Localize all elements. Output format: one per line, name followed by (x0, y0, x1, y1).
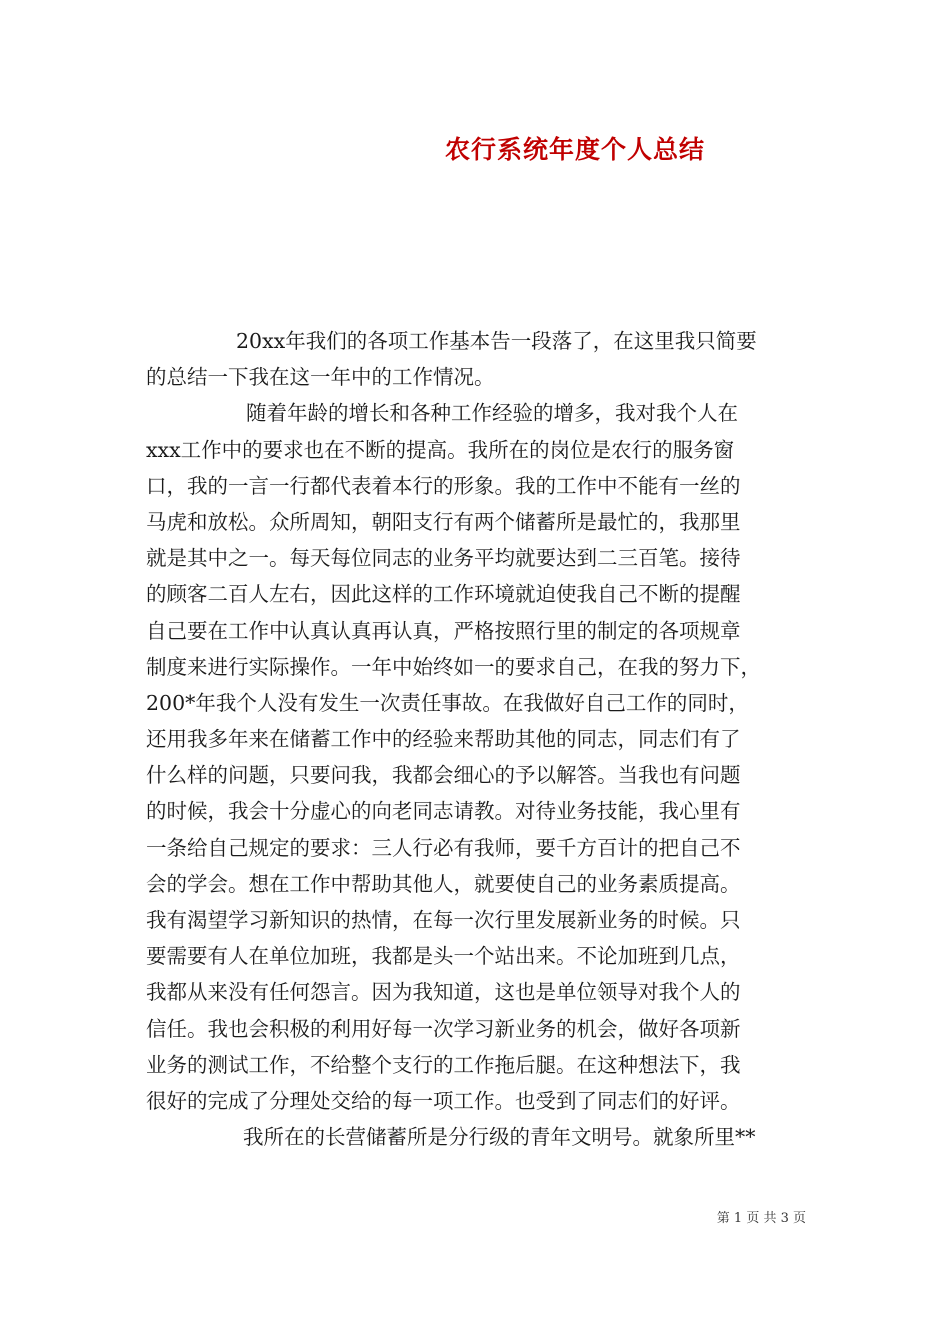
text-line: 一条给自己规定的要求：三人行必有我师，要千方百计的把自己不 (146, 835, 741, 860)
document-body (146, 323, 811, 1155)
text-line: 马虎和放松。众所周知，朝阳支行有两个储蓄所是最忙的，我那里 (146, 509, 741, 534)
text-line: 制度来进行实际操作。一年中始终如一的要求自己，在我的努力下， (146, 654, 761, 679)
text-line: 信任。我也会积极的利用好每一次学习新业务的机会，做好各项新 (146, 1016, 741, 1041)
text-line: 还用我多年来在储蓄工作中的经验来帮助其他的同志，同志们有了 (146, 727, 741, 752)
text-line: 自己要在工作中认真认真再认真，严格按照行里的制定的各项规章 (146, 618, 741, 643)
text-line: 要需要有人在单位加班，我都是头一个站出来。不论加班到几点， (146, 944, 741, 969)
text-line: 口，我的一言一行都代表着本行的形象。我的工作中不能有一丝的 (146, 473, 741, 498)
page-number: 第 1 页 共 3 页 (716, 1211, 806, 1226)
text-line: 很好的完成了分理处交给的每一项工作。也受到了同志们的好评。 (146, 1088, 741, 1113)
text-line: 的总结一下我在这一年中的工作情况。 (146, 365, 495, 390)
text-line: 随着年龄的增长和各种工作经验的增多，我对我个人在 (246, 401, 738, 426)
text-line: 就是其中之一。每天每位同志的业务平均就要达到二三百笔。接待 (146, 546, 741, 571)
text-line: 我有渴望学习新知识的热情，在每一次行里发展新业务的时候。只 (146, 908, 741, 932)
text-line: 业务的测试工作，不给整个支行的工作拖后腿。在这种想法下，我 (146, 1052, 741, 1077)
text-line: 20xx年我们的各项工作基本告一段落了，在这里我只简要 (236, 329, 757, 353)
text-line: 会的学会。想在工作中帮助其他人，就要使自己的业务素质提高。 (146, 871, 741, 896)
text-line: 200*年我个人没有发生一次责任事故。在我做好自己工作的同时， (146, 690, 749, 715)
text-line: xxx工作中的要求也在不断的提高。我所在的岗位是农行的服务窗 (146, 437, 735, 462)
text-line: 我所在的长营储蓄所是分行级的青年文明号。就象所里** (243, 1125, 756, 1150)
text-line: 的顾客二百人左右，因此这样的工作环境就迫使我自己不断的提醒 (146, 582, 741, 607)
text-line: 的时候，我会十分虚心的向老同志请教。对待业务技能，我心里有 (146, 799, 741, 824)
page-title: 农行系统年度个人总结 (444, 135, 705, 164)
text-line: 我都从来没有任何怨言。因为我知道，这也是单位领导对我个人的 (146, 980, 741, 1005)
text-line: 什么样的问题，只要问我，我都会细心的予以解答。当我也有问题 (146, 763, 741, 788)
